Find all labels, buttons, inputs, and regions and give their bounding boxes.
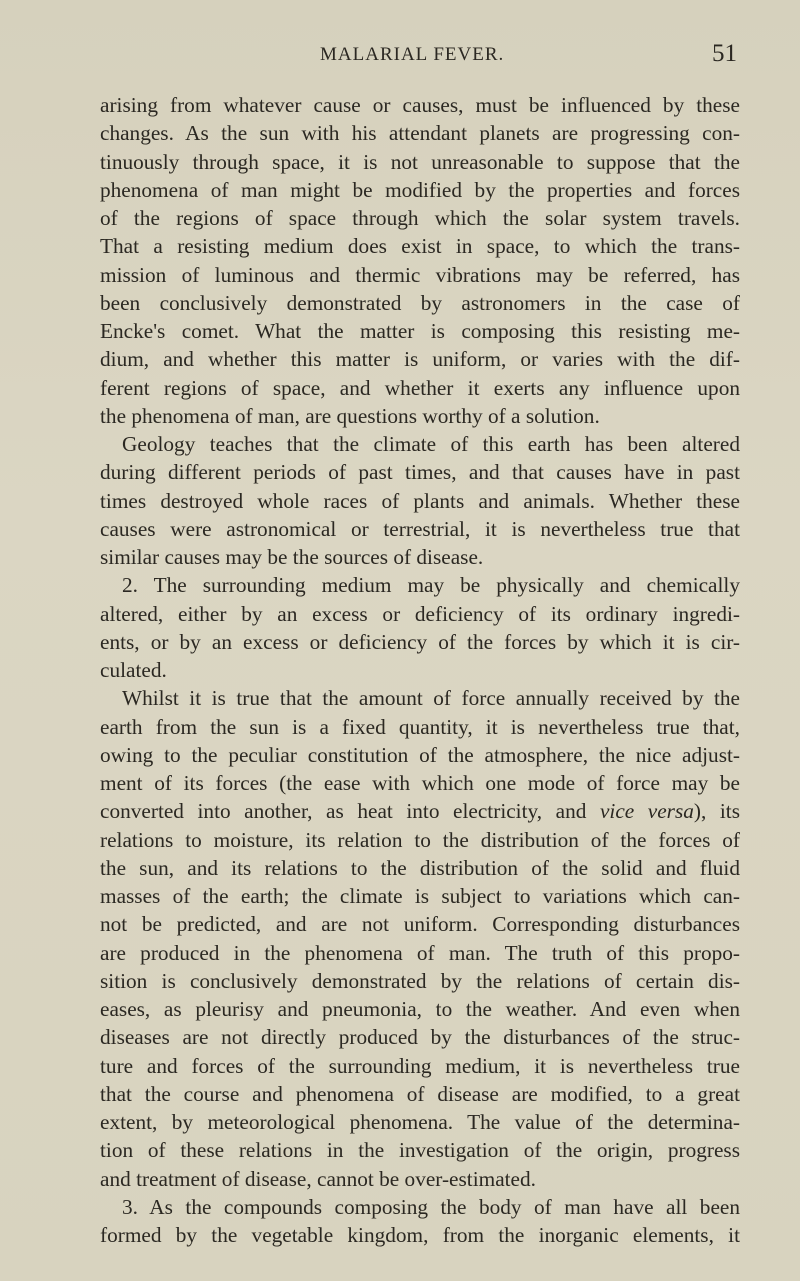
text-line: culated. — [100, 658, 167, 682]
body-text — [100, 91, 740, 1249]
text-line: altered, either by an excess or deficiency of its ordinary ingredi- — [100, 601, 740, 626]
text-line: not be predicted, and are not uniform. Corresponding disturbances — [100, 912, 740, 937]
text-line: phenomena of man might be modified by the properties and forces — [100, 177, 740, 202]
text-line: masses of the earth; the climate is subject to variations which can- — [100, 884, 740, 908]
text-line: dium, and whether this matter is uniform, or varies with the dif- — [100, 347, 740, 372]
text-line: the phenomena of man, are questions worthy of a solution. — [100, 403, 600, 428]
text-line: 3. As the compounds composing the body of man have all been — [122, 1194, 740, 1219]
text-line: that the course and phenomena of disease are modified, to a great — [100, 1081, 740, 1106]
running-title: MALARIAL FEVER. — [320, 44, 505, 65]
text-line: That a resisting medium does exist in space, to which the trans- — [100, 234, 740, 259]
text-line: eases, as pleurisy and pneumonia, to the weather. And even when — [100, 997, 740, 1021]
text-line: are produced in the phenomena of man. The truth of this propo- — [100, 940, 740, 965]
text-line: and treatment of disease, cannot be over-estimated. — [100, 1166, 536, 1191]
text-line: times destroyed whole races of plants and animals. Whether these — [100, 488, 740, 513]
text-line: causes were astronomical or terrestrial, it is nevertheless true that — [100, 516, 740, 541]
text-line: diseases are not directly produced by the disturbances of the struc- — [100, 1025, 740, 1050]
text-line: Geology teaches that the climate of this earth has been altered — [122, 432, 740, 456]
text-line: extent, by meteorological phenomena. The value of the determina- — [100, 1110, 740, 1134]
text-line: tion of these relations in the investigation of the origin, progress — [100, 1138, 740, 1163]
text-line: formed by the vegetable kingdom, from the inorganic elements, it — [100, 1223, 740, 1247]
text-line: been conclusively demonstrated by astronomers in the case of — [100, 290, 740, 315]
text-line: ture and forces of the surrounding medium, it is nevertheless true — [100, 1053, 740, 1078]
text-line: similar causes may be the sources of disease. — [100, 545, 484, 569]
text-line: during different periods of past times, and that causes have in past — [100, 460, 740, 485]
text-line: of the regions of space through which the solar system travels. — [100, 206, 740, 230]
text-line: Whilst it is true that the amount of force annually received by the — [122, 686, 740, 711]
page-number: 51 — [712, 40, 737, 67]
text-line: tinuously through space, it is not unreasonable to suppose that the — [100, 149, 740, 174]
text-line: arising from whatever cause or causes, must be influenced by these — [100, 93, 740, 117]
text-line: the sun, and its relations to the distribution of the solid and fluid — [100, 855, 740, 880]
text-line: mission of luminous and thermic vibrations may be referred, has — [100, 262, 740, 287]
text-line: ment of its forces (the ease with which one mode of force may be — [100, 771, 740, 795]
text-line: sition is conclusively demonstrated by the relations of certain dis- — [100, 968, 740, 993]
text-line: Encke's comet. What the matter is composing this resisting me- — [100, 319, 740, 343]
text-line: 2. The surrounding medium may be physically and chemically — [122, 573, 740, 598]
text-line: changes. As the sun with his attendant planets are progressing con- — [100, 121, 740, 146]
page-header — [0, 40, 800, 84]
text-line: earth from the sun is a fixed quantity, it is nevertheless true that, — [100, 714, 740, 739]
text-line: relations to moisture, its relation to the distribution of the forces of — [100, 827, 740, 852]
text-line: converted into another, as heat into electricity, and vice versa), its — [100, 799, 740, 824]
text-line: ferent regions of space, and whether it exerts any influence upon — [100, 375, 740, 400]
text-line: owing to the peculiar constitution of the atmosphere, the nice adjust- — [100, 742, 740, 767]
text-line: ents, or by an excess or deficiency of the forces by which it is cir- — [100, 629, 740, 654]
